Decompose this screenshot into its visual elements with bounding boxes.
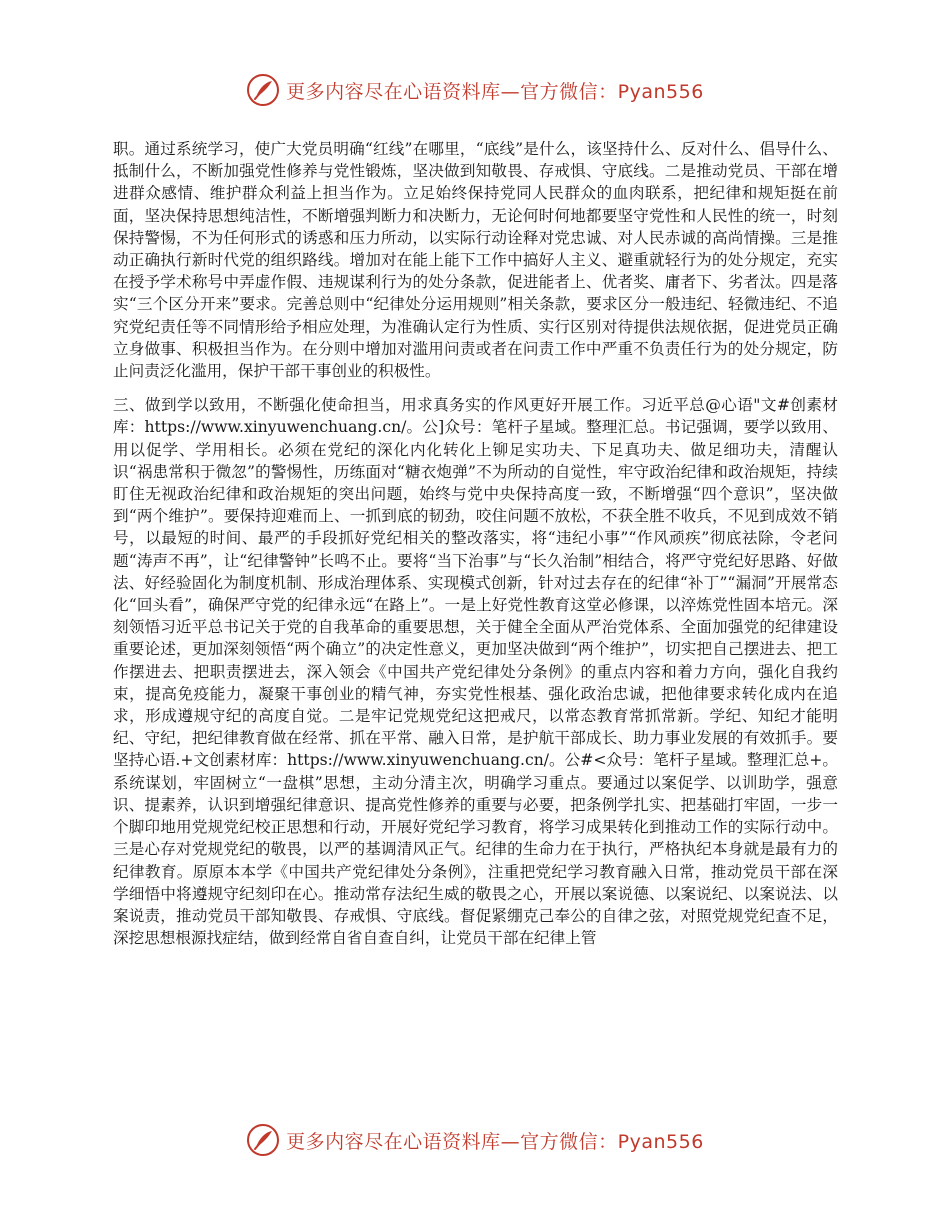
quill-logo-icon — [246, 1123, 280, 1157]
header-banner — [0, 70, 950, 110]
footer-banner — [0, 1120, 950, 1160]
document-body — [113, 138, 838, 949]
header-banner-text: 更多内容尽在心语资料库—官方微信：Pyan556 — [286, 80, 704, 103]
body-paragraph-1: 职。通过系统学习，使广大党员明确“红线”在哪里，“底线”是什么，该坚持什么、反对什么、倡导什么、抵制什么，不断加强党性修养与党性锻炼，坚决做到知敬畏、存戒惧、守底线。二是推动党员、干部在增进群众感情、维护群众利益上担当作为。立足始终保持党同人民群众的血肉联系，把纪律和规矩挺在前面，坚决保持思想纯洁性，不断增强判断力和决断力，无论何时何地都要坚守党性和人民性的统一，时刻保持警惕，不为任何形式的诱惑和压力所动，以实际行动诠释对党忠诚、对人民赤诚的高尚情操。三是推动正确执行新时代党的组织路线。增加对在能上能下工作中搞好人主义、避重就轻行为的处分规定，充实在授予学术称号中弄虚作假、违规谋利行为的处分条款，促进能者上、优者奖、庸者下、劣者汰。四是落实“三个区分开来”要求。完善总则中“纪律处分运用规则”相关条款，要求区分一般违纪、轻微违纪、不追究党纪责任等不同情形给予相应处理，为准确认定行为性质、实行区别对待提供法规依据，促进党员正确立身做事、积极担当作为。在分则中增加对滥用问责或者在问责工作中严重不负责任行为的处分规定，防止问责泛化滥用，保护干部干事创业的积极性。 — [113, 140, 838, 381]
body-paragraph-2: 三、做到学以致用，不断强化使命担当，用求真务实的作风更好开展工作。习近平总@心语"文#创素材库：https://www.xinyuwenchuang.cn/。公]众号：笔杆子星域。整理汇总。书记强调，要学以致用、用以促学、学用相长。必须在党纪的深化内化转化上铆足实功夫、下足真功夫、做足细功夫，清醒认识“祸患常积于微忽”的警惕性，历练面对“糖衣炮弹”不为所动的自觉性，牢守政治纪律和政治规矩，持续盯住无视政治纪律和政治规矩的突出问题，始终与党中央保持高度一致，不断增强“四个意识”，坚决做到“两个维护”。要保持迎难而上、一抓到底的韧劲，咬住问题不放松，不获全胜不收兵，不见到成效不销号，以最短的时间、最严的手段抓好党纪相关的整改落实，将“违纪小事”“作风顽疾”彻底祛除，令老问题“涛声不再”，让“纪律警钟”长鸣不止。要将“当下治事”与“长久治制”相结合，将严守党纪好思路、好做法、好经验固化为制度机制、形成治理体系、实现模式创新，针对过去存在的纪律“补丁”“漏洞”开展常态化“回头看”，确保严守党的纪律永远“在路上”。一是上好党性教育这堂必修课，以淬炼党性固本培元。深刻领悟习近平总书记关于党的自我革命的重要思想，关于健全全面从严治党体系、全面加强党的纪律建设重要论述，更加深刻领悟“两个确立”的决定性意义，更加坚决做到“两个维护”，切实把自己摆进去、把工作摆进去、把职责摆进去，深入领会《中国共产党纪律处分条例》的重点内容和着力方向，强化自我约束，提高免疫能力，凝聚干事创业的精气神，夯实党性根基、强化政治忠诚，把他律要求转化成内在追求，形成遵规守纪的高度自觉。二是牢记党规党纪这把戒尺，以常态教育常抓常新。学纪、知纪才能明纪、守纪，把纪律教育做在经常、抓在平常、融入日常，是护航干部成长、助力事业发展的有效抓手。要坚持心语.+文创素材库：https://www.xinyuwenchuang.cn/。公#<众号：笔杆子星域。整理汇总+。系统谋划，牢固树立“一盘棋”思想，主动分清主次，明确学习重点。要通过以案促学、以训助学，强意识、提素养，认识到增强纪律意识、提高党性修养的重要与必要，把条例学扎实、把基础打牢固，一步一个脚印地用党规党纪校正思想和行动，开展好党纪学习教育，将学习成果转化到推动工作的实际行动中。三是心存对党规党纪的敬畏，以严的基调清风正气。纪律的生命力在于执行，严格执纪本身就是最有力的纪律教育。原原本本学《中国共产党纪律处分条例》，注重把党纪学习教育融入日常，推动党员干部在深学细悟中将遵规守纪刻印在心。推动常存法纪生威的敬畏之心，开展以案说德、以案说纪、以案说法、以案说责，推动党员干部知敬畏、存戒惧、守底线。督促紧绷克己奉公的自律之弦，对照党规党纪查不足，深挖思想根源找症结，做到经常自省自查自纠，让党员干部在纪律上管 — [113, 396, 838, 948]
quill-logo-icon — [246, 73, 280, 107]
footer-banner-text: 更多内容尽在心语资料库—官方微信：Pyan556 — [286, 1130, 704, 1153]
